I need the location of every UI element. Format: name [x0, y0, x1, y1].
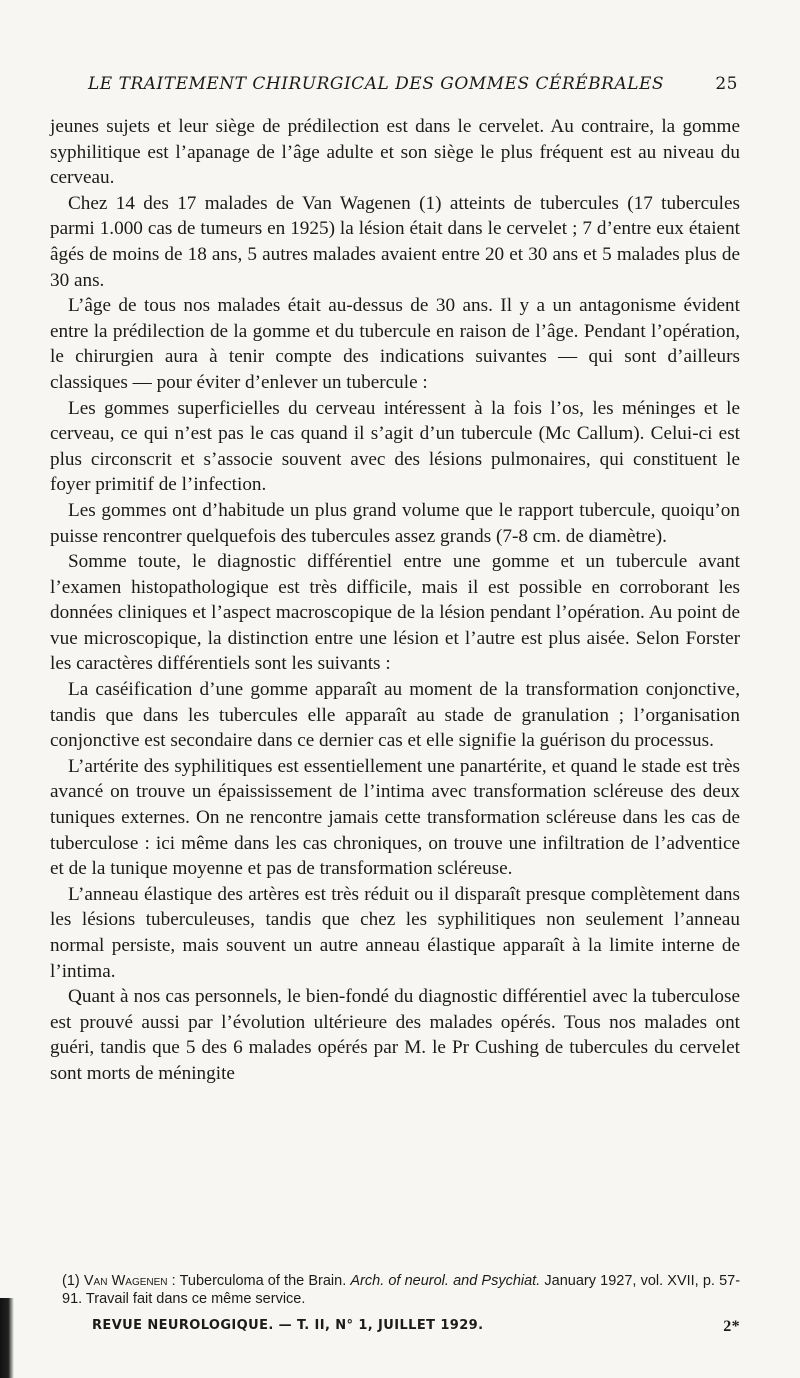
running-header [88, 74, 738, 94]
footnote-journal: Arch. of neurol. and Psychiat. [350, 1273, 541, 1289]
paragraph: Somme toute, le diagnostic différentiel entre une gomme et un tubercule avant l’examen histopathologique est très difficile, mais il est possible en corroborant les données cliniques et l’aspect macroscopique de la lésion pendant l’opération. Au point de vue microscopique, la distinction entre une lésion et l’autre est plus aisée. Selon Forster les caractères différentiels sont les suivants : [50, 551, 740, 675]
article-body [50, 114, 740, 1087]
footnote [62, 1272, 740, 1308]
scan-edge-shadow [0, 1298, 14, 1378]
paragraph: Les gommes superficielles du cerveau intéressent à la fois l’os, les méninges et le cerveau, ce qui n’est pas le cas quand il s’agit d’un tubercule (Mc Callum). Celui-ci est plus circonscrit et s’associe souvent avec des lésions pulmonaires, qui constituent le foyer primitif de l’infection. [50, 397, 740, 496]
footnote-author: Van Wagenen [83, 1273, 168, 1289]
paragraph: L’âge de tous nos malades était au-dessus de 30 ans. Il y a un antagonisme évident entre la prédilection de la gomme et du tubercule en raison de l’âge. Pendant l’opération, le chirurgien aura à tenir compte des indications suivantes — qui sont d’ailleurs classiques — pour éviter d’enlever un tubercule : [50, 295, 740, 393]
footnote-title: Tuberculoma of the Brain. [179, 1273, 347, 1289]
footnote-details: January 1927, vol. XVII, p. 57-91. Travail fait dans ce même service. [62, 1273, 741, 1307]
paragraph: Quant à nos cas personnels, le bien-fondé du diagnostic différentiel avec la tuberculose est prouvé aussi par l’évolution ultérieure des malades opérés. Tous nos malades ont guéri, tandis que 5 des 6 malades opérés par M. le Pr Cushing de tubercules du cervelet sont morts de méningite [50, 986, 740, 1084]
running-title: LE TRAITEMENT CHIRURGICAL DES GOMMES CÉRÉBRALES [88, 74, 665, 94]
paragraph: jeunes sujets et leur siège de prédilection est dans le cervelet. Au contraire, la gomme syphilitique est l’apanage de l’âge adulte et son siège le plus fréquent est au niveau du cerveau. [50, 116, 740, 189]
journal-citation: REVUE NEUROLOGIQUE. — T. II, N° 1, JUILLET 1929. [92, 1318, 484, 1333]
paragraph: Chez 14 des 17 malades de Van Wagenen (1) atteints de tubercules (17 tubercules parmi 1.000 cas de tumeurs en 1925) la lésion était dans le cervelet ; 7 d’entre eux étaient âgés de moins de 18 ans, 5 autres malades avaient entre 20 et 30 ans et 5 malades plus de 30 ans. [50, 192, 740, 291]
page-number: 25 [715, 74, 738, 94]
paragraph: La caséification d’une gomme apparaît au moment de la transformation conjonctive, tandis que dans les tubercules elle apparaît au stade de granulation ; l’organisation conjonctive est secondaire dans ce dernier cas et elle signifie la guérison du processus. [50, 679, 740, 752]
paragraph: L’anneau élastique des artères est très réduit ou il disparaît presque complètement dans les lésions tuberculeuses, tandis que chez les syphilitiques non seulement l’anneau normal persiste, mais souvent un autre anneau élastique apparaît à la limite interne de l’intima. [50, 883, 740, 982]
footnote-marker: (1) [62, 1273, 80, 1289]
journal-footer [92, 1318, 740, 1336]
paragraph: Les gommes ont d’habitude un plus grand volume que le rapport tubercule, quoiqu’on puisse rencontrer quelquefois des tubercules assez grands (7-8 cm. de diamètre). [50, 499, 740, 547]
paragraph: L’artérite des syphilitiques est essentiellement une panartérite, et quand le stade est très avancé on trouve un épaississement de l’intima avec transformation scléreuse des deux tuniques externes. On ne rencontre jamais cette transformation scléreuse dans les cas de tuberculose : ici même dans les cas chroniques, on trouve une infiltration de l’adventice et de la tunique moyenne et pas de transformation scléreuse. [50, 755, 740, 880]
footnote-separator: : [167, 1273, 180, 1289]
signature-mark: 2* [723, 1318, 740, 1335]
